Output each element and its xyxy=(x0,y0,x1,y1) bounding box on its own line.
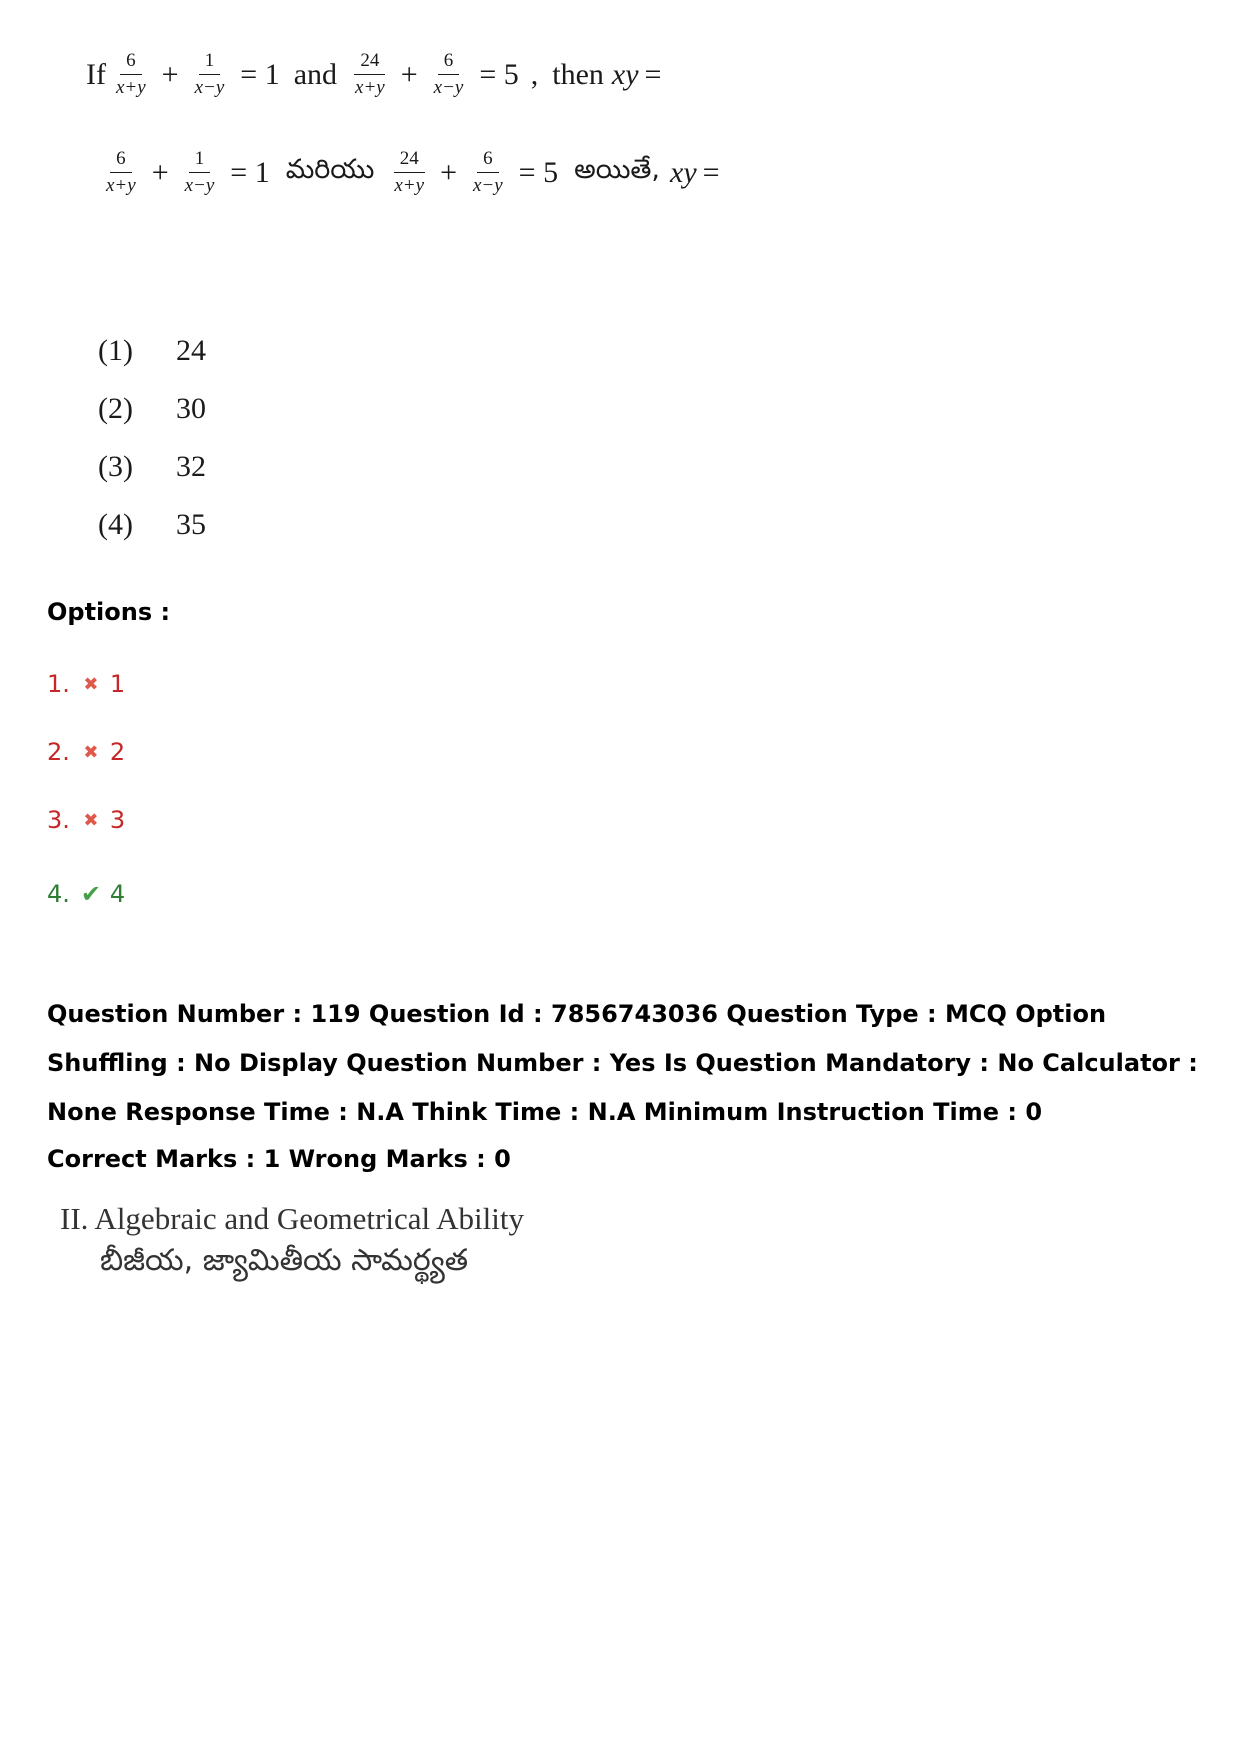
fraction xyxy=(100,146,142,199)
option-4 xyxy=(47,880,125,908)
plus-sign: + xyxy=(161,57,179,91)
fraction xyxy=(110,48,152,101)
marks-info: Correct Marks : 1 Wrong Marks : 0 xyxy=(47,1145,511,1173)
denominator: x+y xyxy=(115,77,146,98)
equals-one: = 1 xyxy=(230,155,270,189)
choice-item xyxy=(98,380,206,438)
question-english xyxy=(86,48,667,101)
denominator: x+y xyxy=(106,175,136,196)
xy-variable: xy xyxy=(611,57,639,91)
choice-number: (1) xyxy=(98,334,133,367)
wrong-cross-icon: ✖ xyxy=(83,673,99,695)
question-meta: Question Number : 119 Question Id : 7856743036 Question Type : MCQ Option Shuffling : No Display Question Number : Yes Is Question Mandatory : No Calculator : None Response Time : N.A Think Time : N.A Minimum Instruction Time : 0 xyxy=(47,1000,1198,1126)
numerator: 24 xyxy=(354,48,385,75)
plus-sign: + xyxy=(440,155,457,189)
fraction xyxy=(467,146,509,199)
choice-item xyxy=(98,322,206,380)
option-index: 2. xyxy=(47,738,70,766)
fraction xyxy=(179,146,221,199)
comma: , xyxy=(530,57,539,91)
section-heading xyxy=(60,1198,524,1282)
option-value: 2 xyxy=(109,738,126,766)
choice-value: 32 xyxy=(176,450,206,483)
option-3 xyxy=(47,806,125,834)
numerator: 6 xyxy=(110,146,132,173)
choice-value: 24 xyxy=(176,334,206,367)
then-word: then xyxy=(552,57,604,91)
fraction xyxy=(349,48,391,101)
and-word-telugu: మరియు xyxy=(285,153,375,185)
option-index: 4. xyxy=(47,880,70,908)
choice-item xyxy=(98,496,206,554)
choice-number: (2) xyxy=(98,392,133,425)
wrong-cross-icon: ✖ xyxy=(83,809,99,831)
then-word-telugu: అయితే, xyxy=(574,153,661,185)
xy-variable: xy xyxy=(670,155,697,189)
equals-sign: = xyxy=(644,57,662,91)
numerator: 6 xyxy=(477,146,499,173)
question-choices xyxy=(98,322,206,554)
denominator: x−y xyxy=(184,175,215,196)
denominator: x−y xyxy=(433,77,464,98)
denominator: x+y xyxy=(394,175,425,196)
section-title-telugu: బీజీయ, జ్యామితీయ సామర్థ్యత xyxy=(100,1243,469,1278)
numerator: 6 xyxy=(438,48,460,75)
options-label: Options : xyxy=(47,598,171,626)
fraction xyxy=(388,146,430,199)
denominator: x−y xyxy=(472,175,503,196)
choice-value: 30 xyxy=(176,392,206,425)
question-telugu xyxy=(96,146,726,199)
choice-item xyxy=(98,438,206,496)
fraction xyxy=(428,48,470,101)
option-value: 1 xyxy=(109,670,126,698)
numerator: 1 xyxy=(189,146,211,173)
equals-five: = 5 xyxy=(518,155,559,189)
correct-check-icon: ✔ xyxy=(80,880,101,908)
option-2 xyxy=(47,738,125,766)
denominator: x+y xyxy=(355,77,385,98)
plus-sign: + xyxy=(400,57,418,91)
choice-number: (4) xyxy=(98,508,133,541)
equals-one: = 1 xyxy=(240,57,280,91)
equals-five: = 5 xyxy=(479,57,519,91)
option-1 xyxy=(47,670,125,698)
plus-sign: + xyxy=(151,155,169,189)
option-index: 1. xyxy=(47,670,70,698)
denominator: x−y xyxy=(194,77,225,98)
wrong-cross-icon: ✖ xyxy=(83,741,99,763)
and-word: and xyxy=(293,57,338,91)
numerator: 24 xyxy=(394,146,425,173)
if-word: If xyxy=(86,57,106,91)
numerator: 1 xyxy=(199,48,221,75)
section-title-english: II. Algebraic and Geometrical Ability xyxy=(60,1201,524,1236)
choice-number: (3) xyxy=(98,450,133,483)
option-value: 3 xyxy=(109,806,126,834)
equals-sign: = xyxy=(702,155,720,189)
numerator: 6 xyxy=(120,48,142,75)
option-index: 3. xyxy=(47,806,70,834)
choice-value: 35 xyxy=(176,508,206,541)
option-value: 4 xyxy=(109,880,126,908)
fraction xyxy=(189,48,231,101)
